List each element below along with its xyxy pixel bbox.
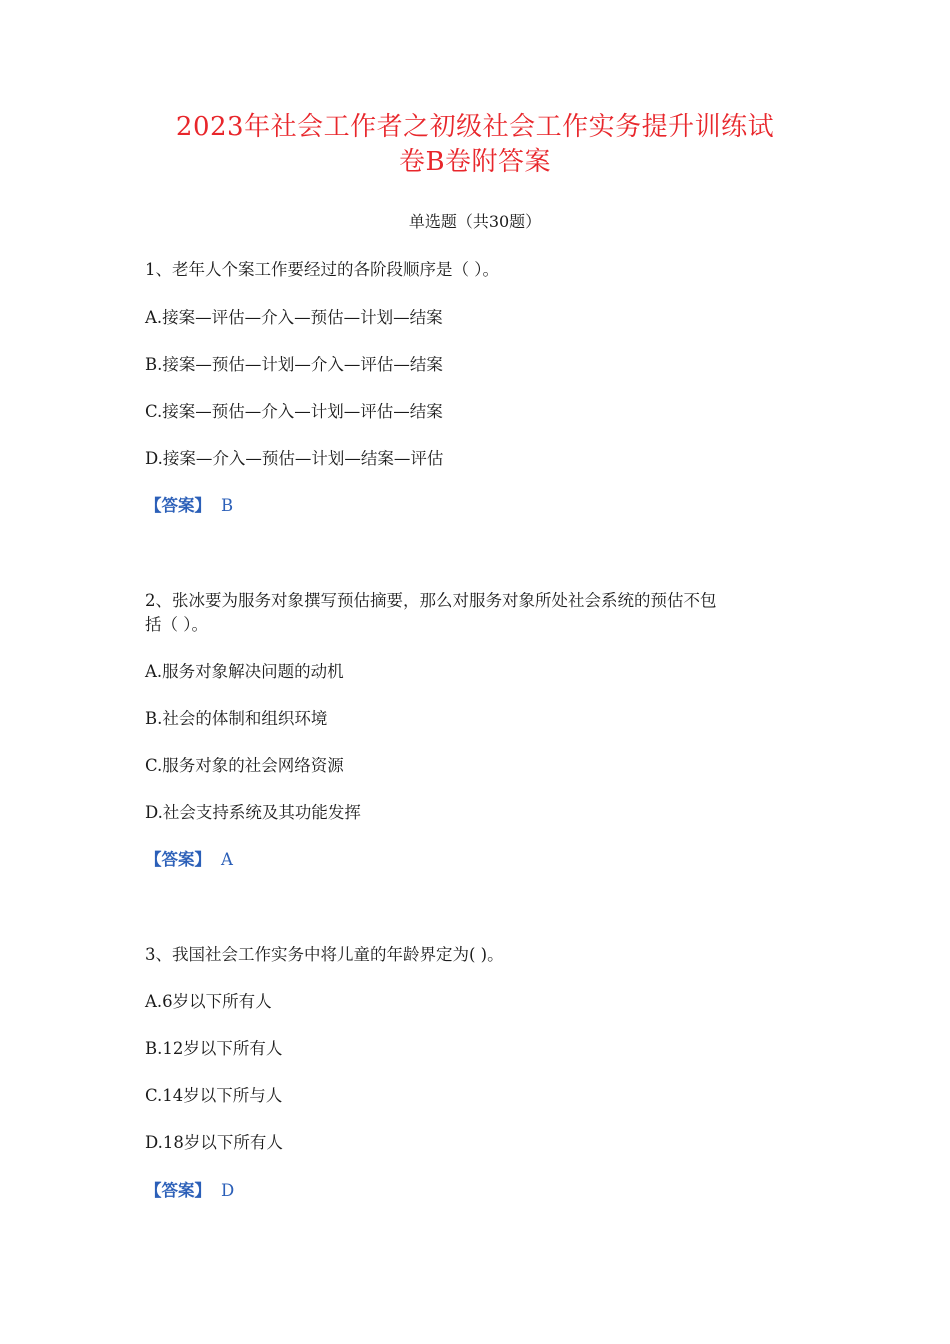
question-1-option-c: C.接案—预估—介入—计划—评估—结案 xyxy=(145,402,443,421)
question-3-answer xyxy=(145,1177,234,1205)
question-2-option-c: C.服务对象的社会网络资源 xyxy=(145,756,344,775)
answer-value: A xyxy=(221,850,233,869)
answer-label: 【答案】 xyxy=(145,850,211,869)
question-2-option-a: A.服务对象解决问题的动机 xyxy=(145,662,344,681)
question-2-stem-line-2: 括（ ）。 xyxy=(145,615,208,634)
question-2-answer xyxy=(145,846,233,874)
document-title-line-2: 卷B卷附答案 xyxy=(398,147,552,177)
question-1-stem: 1、老年人个案工作要经过的各阶段顺序是（ ）。 xyxy=(145,260,499,279)
answer-label: 【答案】 xyxy=(145,496,211,515)
document-title-line-1: 2023年社会工作者之初级社会工作实务提升训练试 xyxy=(175,112,775,142)
section-heading: 单选题（共30题） xyxy=(408,212,542,231)
answer-value: D xyxy=(221,1181,235,1200)
answer-label: 【答案】 xyxy=(145,1181,211,1200)
answer-value: B xyxy=(221,496,234,515)
question-3-option-c: C.14岁以下所与人 xyxy=(145,1086,283,1105)
question-3-option-a: A.6岁以下所有人 xyxy=(145,992,272,1011)
question-3-option-d: D.18岁以下所有人 xyxy=(145,1133,283,1152)
question-2-option-d: D.社会支持系统及其功能发挥 xyxy=(145,803,361,822)
question-3-option-b: B.12岁以下所有人 xyxy=(145,1039,283,1058)
question-1-option-b: B.接案—预估—计划—介入—评估—结案 xyxy=(145,355,443,374)
question-2-option-b: B.社会的体制和组织环境 xyxy=(145,709,328,728)
question-2-stem-line-1: 2、张冰要为服务对象撰写预估摘要，那么对服务对象所处社会系统的预估不包 xyxy=(145,591,717,610)
question-3-stem: 3、我国社会工作实务中将儿童的年龄界定为( )。 xyxy=(145,945,504,964)
question-1-answer xyxy=(145,492,233,520)
question-1-option-d: D.接案—介入—预估—计划—结案—评估 xyxy=(145,449,444,468)
question-1-option-a: A.接案—评估—介入—预估—计划—结案 xyxy=(145,308,443,327)
